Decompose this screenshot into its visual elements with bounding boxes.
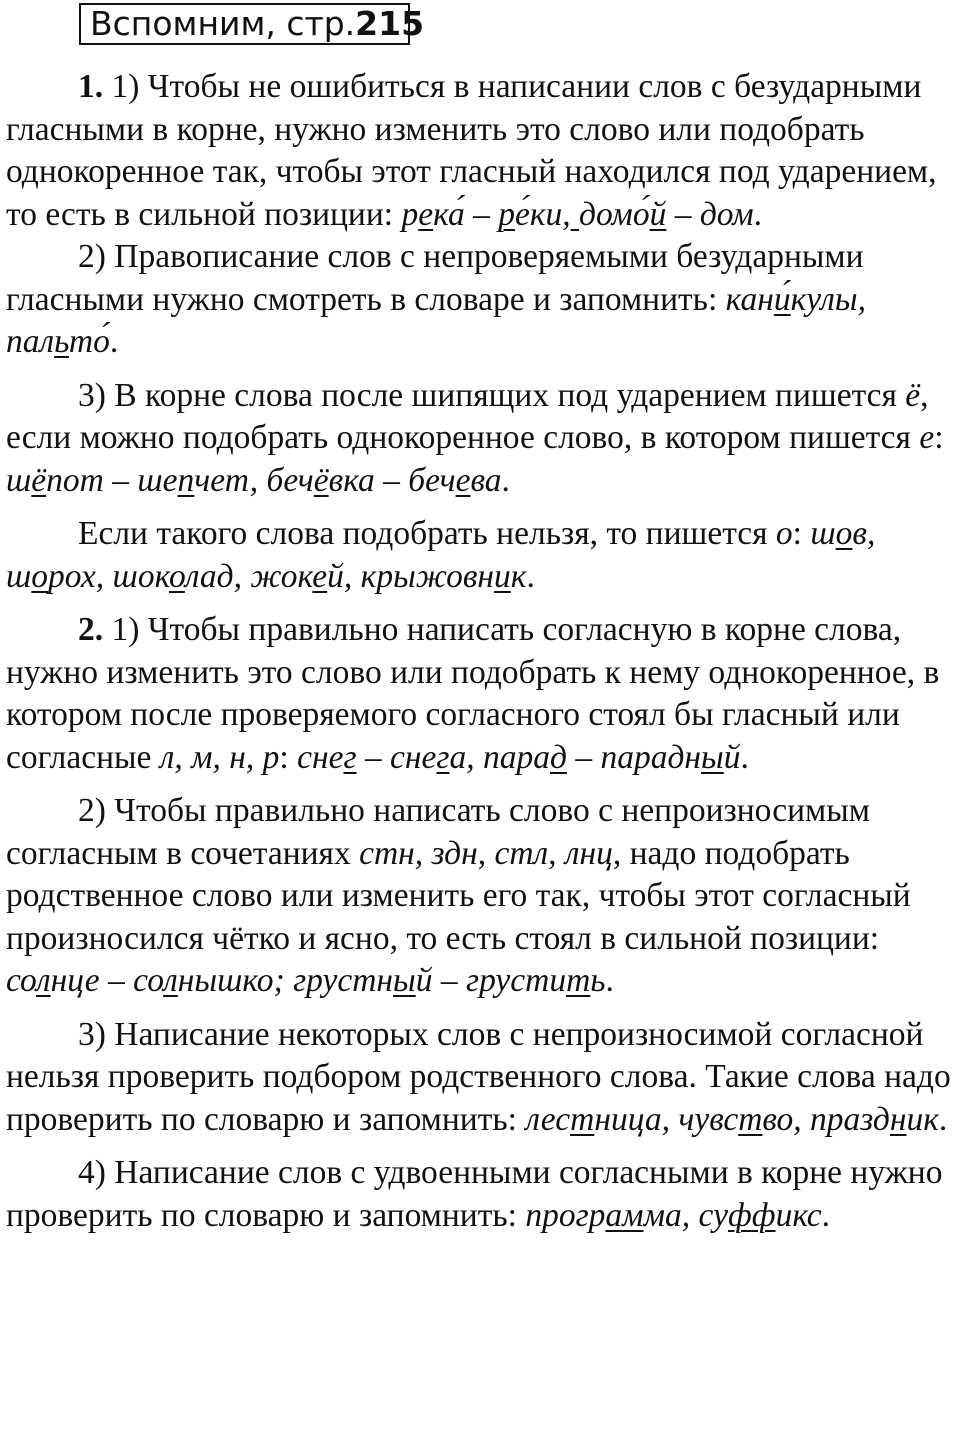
letter-o: о [775,515,793,552]
paragraph-1-1 [6,66,956,236]
paragraph-2-2 [6,790,956,1003]
paragraph-2-1 [6,609,956,779]
header-page-number: 215 [355,4,425,43]
paragraph-1-4 [6,513,956,598]
example-words: программа, суффикс [525,1196,822,1234]
paragraph-2-3 [6,1014,956,1142]
consonant-letters: л, м, н, р [159,738,280,776]
period: . [938,1100,948,1138]
paragraph-2-4 [6,1152,956,1237]
header-label: Вспомним, стр. [90,4,356,43]
example-words: шёпот – шепчет, бечёвка – бечева [6,461,502,499]
text-lead: 1) Чтобы правильно написать согласную в корне слова, нужно изменить это слово или подобрать к нему однокоренное, в котором после проверяемого согласного стоял бы гласный или согласные [6,611,940,776]
period: . [753,195,763,233]
period: . [526,557,535,595]
colon: : [279,738,298,776]
example-words: снег – снега, парад – парадный [297,738,741,776]
text-mid: , надо подобрать родственное слово или изменить его так, чтобы этот согласный произносился чётко и ясно, то есть стоял в сильной позиции: [6,834,911,957]
letter-e: е [919,419,935,456]
period: . [740,738,749,776]
paragraph-1-2 [6,236,956,364]
text-lead: Если такого слова подобрать нельзя, то пишется [78,515,776,552]
page-content [6,66,956,1237]
text-lead: 3) Написание некоторых слов с непроизносимой согласной нельзя проверить подбором родственного слова. Такие слова надо проверить по словарю и запомнить: [6,1015,951,1138]
letter-yo: ё [905,376,921,414]
item-number-2: 2. [78,611,104,648]
example-words: шов, шорох, шоколад, жокей, крыжовник [6,515,876,595]
text-mid: , если можно подобрать однокоренное слово, в котором пишется [6,376,929,456]
period: . [605,962,614,999]
text-lead: 3) В корне слова после шипящих под ударением пишется [78,376,906,414]
example-words: река́ – ре́ки, домо́й – дом [401,195,754,233]
text-lead: 1) Чтобы не ошибиться в написании слов с безударными гласными в корне, нужно изменить это слово или подобрать однокоренное так, чтобы этот гласный находился под ударением, то есть в сильной позиции: [6,68,937,233]
colon: : [792,515,811,552]
text-lead: 2) Чтобы правильно написать слово с непроизносимым согласным в сочетаниях [6,792,870,872]
text-lead: 2) Правописание слов с непроверяемыми безударными гласными нужно смотреть в словаре и запомнить: [6,238,864,318]
example-words: лестница, чувство, праздник [525,1100,939,1138]
text-lead: 4) Написание слов с удвоенными согласными в корне нужно проверить по словарю и запомнить: [6,1154,943,1234]
section-header-box [79,3,425,45]
period: . [821,1196,830,1234]
period: . [501,461,510,499]
example-words: солнце – солнышко; грустный – грустить [6,962,606,999]
period: . [109,323,119,360]
colon: : [934,419,944,456]
example-words: кани́кулы, пальто́ [6,280,866,360]
consonant-combinations: стн, здн, стл, лнц [359,834,613,872]
paragraph-1-3 [6,375,956,503]
item-number-1: 1. [78,68,104,105]
